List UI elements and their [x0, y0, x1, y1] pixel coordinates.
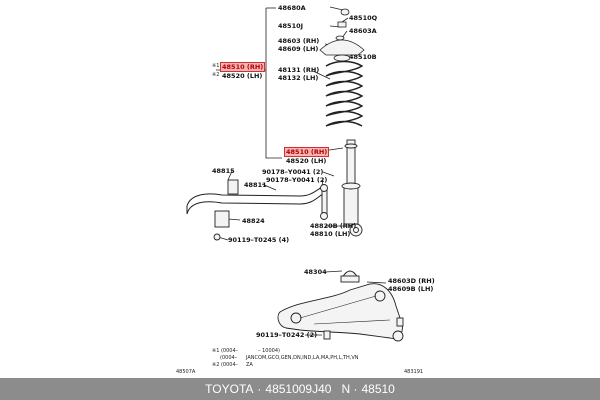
footnote-1-line2: (0004–: [220, 355, 238, 361]
footnote-2-start: ※2 (0004–: [212, 362, 239, 368]
label-48520-lh-top: 48520 (LH): [222, 72, 263, 80]
note-mark-2: ※2: [212, 72, 220, 78]
note-mark-1: ※1: [212, 63, 220, 69]
footnote-1-regions: JANCOM,GCO,GEN,DN,IND,LA,MA,PH,L,TH,VN: [246, 355, 359, 361]
label-48510-rh-highlighted-top[interactable]: 48510 (RH): [222, 63, 264, 71]
label-48609B-lh: 48609B (LH): [388, 285, 434, 293]
label-48824: 48824: [242, 217, 265, 225]
footnote-2-region: ZA: [246, 362, 253, 368]
drawing-code-left: 48507A: [176, 369, 196, 375]
label-48510B: 48510B: [349, 53, 377, 61]
label-48304: 48304: [304, 268, 327, 276]
caption-separator-n: N ·: [341, 382, 358, 396]
label-48603A: 48603A: [349, 27, 377, 35]
label-48811: 48811: [244, 181, 267, 189]
label-48132-lh: 48132 (LH): [278, 74, 319, 82]
drawing-code-right: 483191: [404, 369, 424, 375]
label-48510Q: 48510Q: [349, 14, 378, 22]
caption-ref-number: 48510: [361, 382, 395, 396]
label-48603D-rh: 48603D (RH): [388, 277, 435, 285]
label-48131-rh: 48131 (RH): [278, 66, 320, 74]
caption-separator: ·: [257, 382, 262, 396]
label-48810-lh: 48810 (LH): [310, 230, 351, 238]
bracket-line: [266, 8, 282, 158]
label-90119-t0245: 90119–T0245 (4): [228, 236, 290, 244]
label-90178-upper: 90178–Y0041 (2): [262, 168, 324, 176]
label-48510J: 48510J: [278, 22, 304, 30]
label-48520-lh-mid: 48520 (LH): [286, 157, 327, 165]
label-48609-lh: 48609 (LH): [278, 45, 319, 53]
label-48603-rh: 48603 (RH): [278, 37, 320, 45]
label-48680A: 48680A: [278, 4, 306, 12]
label-48510-rh-highlighted-mid[interactable]: 48510 (RH): [286, 148, 328, 156]
label-90119-t0242: 90119–T0242 (2): [256, 331, 318, 339]
footnote-1-start: ※1 (0004–: [212, 348, 239, 354]
label-48820B-rh: 48820B (RH): [310, 222, 357, 230]
footnote-1-end: – 10004): [258, 348, 280, 354]
caption-bar: [0, 378, 600, 400]
label-90178-lower: 90178–Y0041 (2): [266, 176, 328, 184]
label-48815: 48815: [212, 167, 235, 175]
caption-brand: TOYOTA: [205, 382, 254, 396]
caption-part-number: 4851009J40: [265, 382, 332, 396]
